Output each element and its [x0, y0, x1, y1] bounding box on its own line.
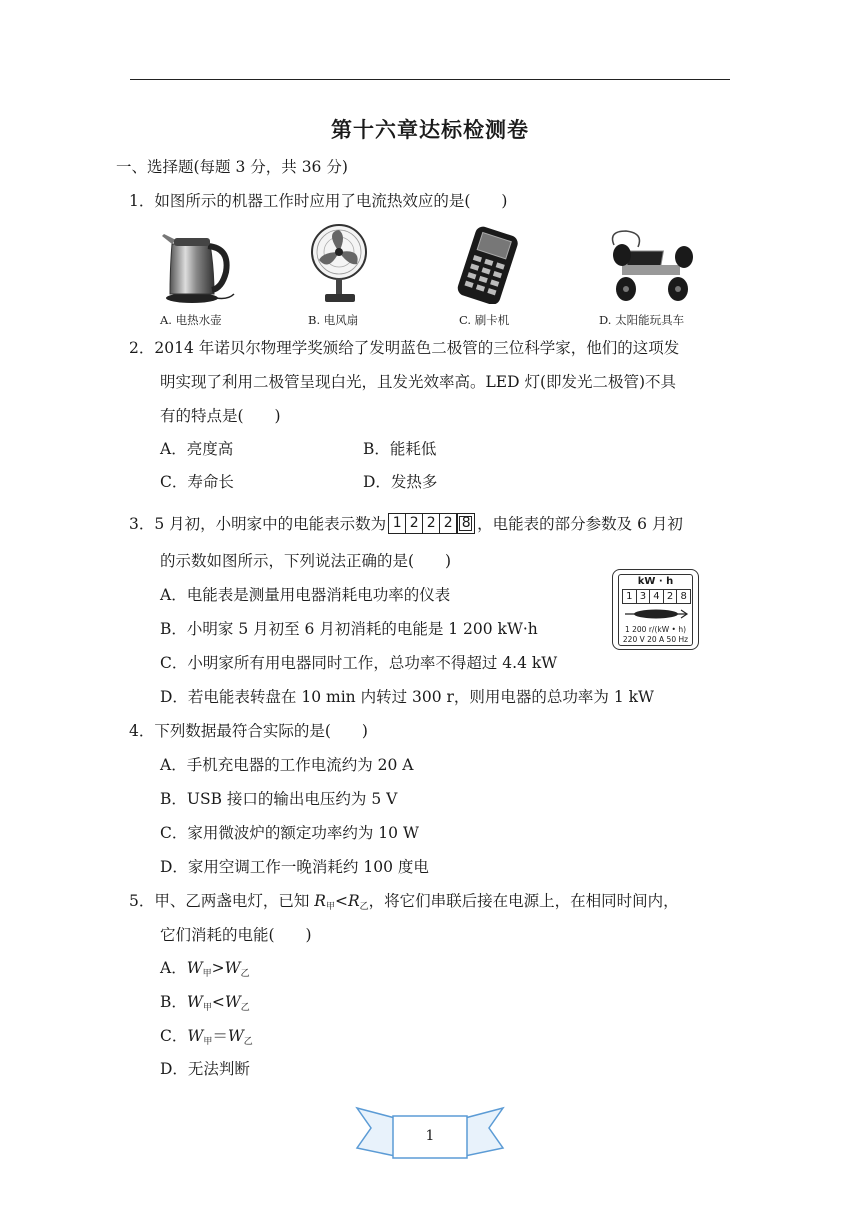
- meter-digit: 3: [637, 590, 651, 603]
- fan-image: [305, 222, 375, 304]
- meter-spec-rev: 1 200 r/(kW • h): [624, 625, 687, 634]
- op-gt: >: [211, 959, 225, 977]
- q3-reading-digit: 2: [440, 514, 457, 533]
- q4-option-d: D．家用空调工作一晚消耗约 100 度电: [160, 858, 429, 876]
- q2-line2: 明实现了利用二极管呈现白光，且发光效率高。LED 灯(即发光二极管)不具: [160, 373, 677, 391]
- section-heading: 一、选择题(每题 3 分，共 36 分): [116, 158, 348, 176]
- sub-yi: 乙: [243, 1037, 253, 1047]
- q3-reading-digit: 2: [423, 514, 440, 533]
- q5-line1: [129, 891, 679, 917]
- q3-reading-digit: 2: [406, 514, 423, 533]
- var-w: W: [186, 993, 203, 1011]
- page-number: 1: [425, 1128, 435, 1144]
- op-lt: <: [334, 892, 348, 910]
- opt-label: A．: [160, 959, 187, 977]
- var-w: W: [224, 993, 241, 1011]
- q4-stem: 4．下列数据最符合实际的是( ): [129, 722, 368, 740]
- q2-option-d: D．发热多: [363, 473, 438, 491]
- sub-jia: 甲: [203, 1037, 213, 1047]
- q2-line3: 有的特点是( ): [160, 407, 281, 425]
- opt-label: C．: [160, 1027, 188, 1045]
- var-r: R: [314, 892, 326, 910]
- q5-option-a: [160, 958, 250, 984]
- q3-line1: [129, 514, 683, 536]
- meter-panel: [618, 574, 693, 646]
- header-rule: [130, 79, 730, 80]
- q2-option-a: A．亮度高: [160, 440, 234, 458]
- q3-line1-post: ，电能表的部分参数及 6 月初: [477, 515, 683, 533]
- meter-reading: [622, 589, 691, 604]
- meter-digit: 1: [623, 590, 637, 603]
- var-w: W: [224, 959, 241, 977]
- q1-caption-c: C. 刷卡机: [459, 313, 510, 327]
- q3-line2: 的示数如图所示，下列说法正确的是( ): [160, 552, 452, 570]
- q1-stem: 1．如图所示的机器工作时应用了电流热效应的是( ): [129, 192, 508, 210]
- meter-digit: 8: [680, 591, 687, 602]
- meter-digit: 4: [650, 590, 664, 603]
- sub-jia: 甲: [202, 1003, 212, 1013]
- sub-jia: 甲: [202, 969, 212, 979]
- q3-option-d: D．若电能表转盘在 10 min 内转过 300 r，则用电器的总功率为 1 kW: [160, 688, 654, 706]
- q3-reading-box: [388, 513, 475, 534]
- q5-option-b: [160, 992, 250, 1018]
- kettle-image: [158, 228, 236, 308]
- q3-option-b: B．小明家 5 月初至 6 月初消耗的电能是 1 200 kW·h: [160, 620, 538, 638]
- var-w: W: [187, 1027, 204, 1045]
- q3-line1-pre: 3．5 月初，小明家中的电能表示数为: [129, 515, 387, 533]
- q1-caption-d: D. 太阳能玩具车: [599, 313, 685, 327]
- electricity-meter-figure: [612, 569, 699, 650]
- op-lt: <: [211, 993, 225, 1011]
- var-w: W: [227, 1027, 244, 1045]
- meter-disc-icon: [623, 607, 689, 621]
- q4-option-b: B．USB 接口的输出电压约为 5 V: [160, 790, 398, 808]
- q5-option-d: D．无法判断: [160, 1060, 250, 1078]
- q5-option-c: [160, 1026, 253, 1052]
- op-eq: ＝: [212, 1027, 228, 1045]
- meter-unit: kW · h: [637, 576, 674, 587]
- opt-label: B．: [160, 993, 187, 1011]
- q3-reading-digit: 1: [389, 514, 406, 533]
- var-r: R: [347, 892, 360, 910]
- q1-caption-b: B. 电风扇: [308, 313, 359, 327]
- meter-digit: 2: [664, 590, 678, 603]
- sub-yi: 乙: [359, 902, 369, 912]
- q5-line2: 它们消耗的电能( ): [160, 926, 312, 944]
- sub-jia: 甲: [325, 902, 335, 912]
- card-machine-image: [448, 226, 530, 304]
- page-title: 第十六章达标检测卷: [331, 118, 529, 142]
- q5-line1-b: ，将它们串联后接在电源上，在相同时间内，: [368, 892, 679, 910]
- sub-yi: 乙: [240, 1003, 250, 1013]
- q4-option-a: A．手机充电器的工作电流约为 20 A: [160, 756, 414, 774]
- q2-line1: 2．2014 年诺贝尔物理学奖颁给了发明蓝色二极管的三位科学家，他们的这项发: [129, 339, 680, 357]
- var-w: W: [186, 959, 203, 977]
- q4-option-c: C．家用微波炉的额定功率约为 10 W: [160, 824, 419, 842]
- q3-reading-decimal: 8: [457, 514, 474, 533]
- q2-option-b: B．能耗低: [363, 440, 437, 458]
- solar-car-image: [604, 225, 698, 305]
- sub-yi: 乙: [240, 969, 250, 979]
- q5-line1-a: 5．甲、乙两盏电灯，已知: [129, 892, 315, 910]
- q2-option-c: C．寿命长: [160, 473, 234, 491]
- q3-option-a: A．电能表是测量用电器消耗电功率的仪表: [160, 586, 451, 604]
- q3-option-c: C．小明家所有用电器同时工作，总功率不得超过 4.4 kW: [160, 654, 558, 672]
- meter-spec-rating: 220 V 20 A 50 Hz: [622, 635, 689, 644]
- q1-caption-a: A. 电热水壶: [160, 313, 222, 327]
